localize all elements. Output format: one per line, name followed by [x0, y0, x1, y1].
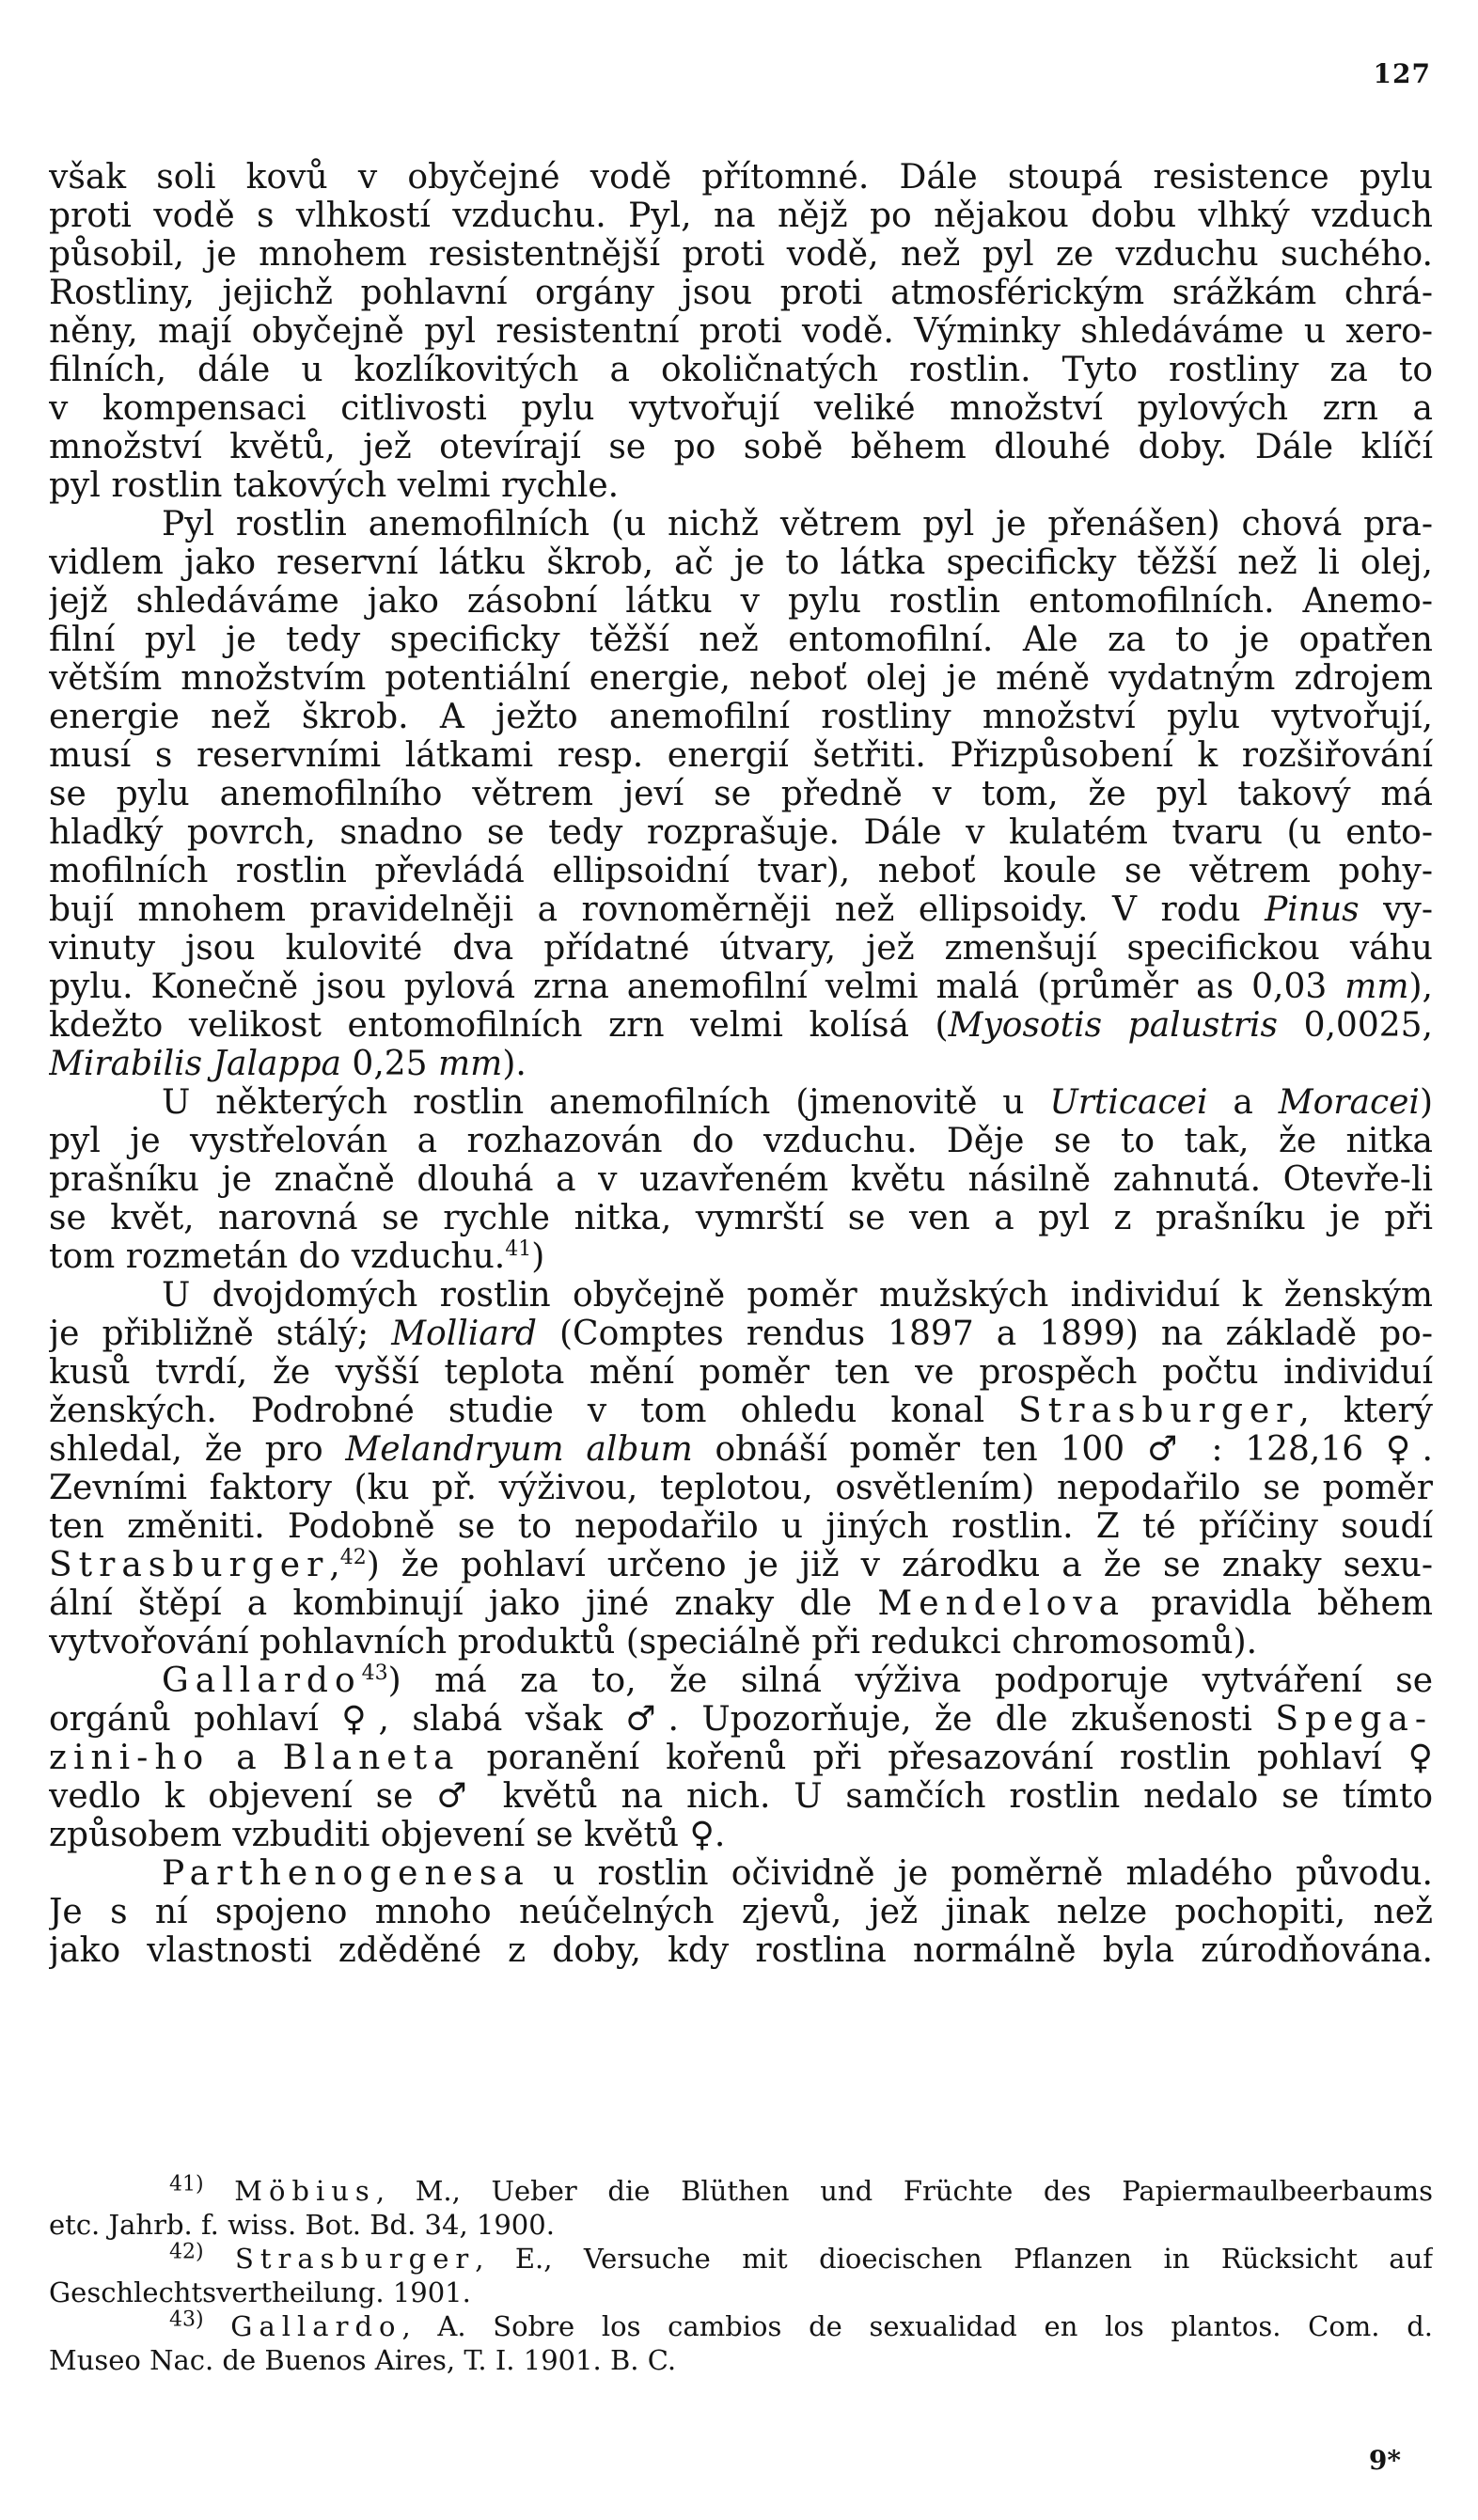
text-line: množství květů, jež otevírají se po sobě během dlouhé doby. Dále klíčí	[49, 428, 1433, 466]
text-line: U dvojdomých rostlin obyčejně poměr mužských individuí k ženským	[162, 1276, 1433, 1315]
genus-name: Pinus	[1265, 890, 1360, 929]
page-number: 127	[1373, 58, 1431, 89]
text-segment: vy-	[1359, 890, 1433, 929]
text-segment: ální štěpí a kombinují jako jiné znaky dle	[49, 1584, 878, 1623]
text-line: působil, je mnohem resistentnější proti vodě, než pyl ze vzduchu suchého.	[49, 235, 1433, 274]
text-line: vidlem jako reservní látku škrob, ač je to látka specificky těžší než li olej,	[49, 543, 1433, 582]
text-segment: kdežto velikost entomofilních zrn velmi kolísá (	[49, 1006, 949, 1045]
text-line: vytvořování pohlavních produktů (speciálně při redukci chromosomů).	[49, 1623, 1258, 1662]
text-line: něny, mají obyčejně pyl resistentní proti vodě. Výminky shledáváme u xero-	[49, 312, 1433, 351]
author-name: Spega-	[1275, 1700, 1433, 1739]
text-segment: bují mnohem pravidelněji a rovnoměrněji než ellipsoidy. V rodu	[49, 890, 1266, 929]
signature-mark: 9*	[1368, 2445, 1401, 2476]
text-segment: 0,0025,	[1278, 1006, 1433, 1045]
footnote-text: , A. Sobre los cambios de sexualidad en los plantos. Com. d.	[401, 2310, 1433, 2342]
species-name: Melandryum album	[345, 1430, 693, 1469]
footnote-number: 42)	[169, 2242, 204, 2264]
author-name: Strasburger	[49, 1546, 330, 1584]
text-line	[49, 1584, 1433, 1623]
text-line: pyl je vystřelován a rozhazován do vzduchu. Děje se to tak, že nitka	[49, 1122, 1433, 1160]
text-line	[49, 1739, 1433, 1777]
text-line: jejž shledáváme jako zásobní látku v pylu rostlin entomofilních. Anemo-	[49, 582, 1433, 621]
text-segment: pravidla během	[1125, 1584, 1433, 1623]
text-line: Zevními faktory (ku př. výživou, teplotou, osvětlením) nepodařilo se poměr	[49, 1469, 1433, 1507]
footnote-number: 43)	[169, 2309, 204, 2332]
footnote-ref: 42	[339, 1546, 367, 1569]
text-line	[49, 1854, 1433, 1893]
species-name: Mirabilis Jalappa	[49, 1045, 341, 1083]
species-name: Myosotis palustris	[948, 1006, 1278, 1045]
text-segment: poranění kořenů při přesazování rostlin pohlaví ♀	[460, 1739, 1433, 1777]
footnotes	[49, 2174, 1433, 2377]
text-segment: ,	[329, 1546, 340, 1584]
text-segment: pylu. Konečně jsou pylová zrna anemofilní velmi malá (průměr as 0,03	[49, 968, 1345, 1006]
unit: mm	[438, 1045, 503, 1083]
text-line: musí s reservními látkami resp. energií šetřiti. Přizpůsobení k rozšiřování	[49, 736, 1433, 775]
text-segment: 0,25	[340, 1045, 439, 1083]
footnote	[49, 2242, 1433, 2276]
footnote-ref: 43	[361, 1662, 388, 1685]
footnote-author: Möbius	[234, 2175, 376, 2207]
text-line: filních, dále u kozlíkovitých a okoličnatých rostlin. Tyto rostliny za to	[49, 351, 1433, 389]
text-line	[49, 1392, 1433, 1430]
family-name: Urticacei	[1049, 1083, 1208, 1122]
footnote-continuation: Museo Nac. de Buenos Aires, T. I. 1901. B. C.	[49, 2344, 677, 2376]
text-segment: ),	[1408, 968, 1433, 1006]
text-line	[49, 1237, 1433, 1276]
text-segment: ) má za to, že silná výživa podporuje vytváření se	[387, 1662, 1433, 1700]
main-text	[49, 158, 1433, 1970]
text-line: jako vlastnosti zděděné z doby, kdy rostlina normálně byla zúrodňována.	[49, 1931, 1433, 1970]
author-name: Gallardo	[162, 1662, 362, 1700]
text-line: prašníku je značně dlouhá a v uzavřeném květu násilně zahnutá. Otevře-li	[49, 1160, 1433, 1199]
text-line: filní pyl je tedy specificky těžší než entomofilní. Ale za to je opatřen	[49, 621, 1433, 659]
text-line	[49, 1083, 1433, 1122]
text-line: větším množstvím potentiální energie, neboť olej je méně vydatným zdrojem	[49, 659, 1433, 698]
footnote	[49, 2174, 1433, 2208]
text-line: proti vodě s vlhkostí vzduchu. Pyl, na nějž po nějakou dobu vlhký vzduch	[49, 197, 1433, 235]
text-segment: ženských. Podrobné studie v tom ohledu konal	[49, 1392, 1019, 1430]
text-line	[49, 1006, 1433, 1045]
text-segment: a	[1207, 1083, 1279, 1122]
text-segment: je přibližně stálý;	[49, 1315, 392, 1353]
text-line: vedlo k objevení se ♂ květů na nich. U samčích rostlin nedalo se tímto	[49, 1777, 1433, 1816]
text-line	[49, 1662, 1433, 1700]
text-line: mofilních rostlin převládá ellipsoidní tvar), neboť koule se větrem pohy-	[49, 852, 1433, 890]
text-line: kusů tvrdí, že vyšší teplota mění poměr ten ve prospěch počtu individuí	[49, 1353, 1433, 1392]
footnote-continuation: Geschlechtsvertheilung. 1901.	[49, 2276, 471, 2308]
footnote-author: Gallardo	[230, 2310, 402, 2342]
text-line: Rostliny, jejichž pohlavní orgány jsou proti atmosférickým srážkám chrá-	[49, 274, 1433, 312]
text-segment: obnáší poměr ten 100 ♂ : 128,16 ♀.	[692, 1430, 1433, 1469]
text-line: Pyl rostlin anemofilních (u nichž větrem pyl je přenášen) chová pra-	[162, 505, 1433, 543]
text-segment: U některých rostlin anemofilních (jmenovitě u	[162, 1083, 1050, 1122]
text-line: však soli kovů v obyčejné vodě přítomné. Dále stoupá resistence pylu	[49, 158, 1433, 197]
footnote-number: 41)	[169, 2174, 204, 2197]
text-line: energie než škrob. A ježto anemofilní rostliny množství pylu vytvořují,	[49, 698, 1433, 736]
footnote-continuation: etc. Jahrb. f. wiss. Bot. Bd. 34, 1900.	[49, 2209, 555, 2241]
text-segment: ) že pohlaví určeno je již v zárodku a že se znaky sexu-	[366, 1546, 1433, 1584]
author-name: Molliard	[391, 1315, 537, 1353]
text-line: ten změniti. Podobně se to nepodařilo u jiných rostlin. Z té příčiny soudí	[49, 1507, 1433, 1546]
author-name: zini-ho	[49, 1739, 211, 1777]
text-line: Je s ní spojeno mnoho neúčelných zjevů, jež jinak nelze pochopiti, než	[49, 1893, 1433, 1931]
text-line: vinuty jsou kulovité dva přídatné útvary, jež zmenšují specifickou váhu	[49, 929, 1433, 968]
text-segment: a	[210, 1739, 283, 1777]
family-name: Moracei	[1278, 1083, 1420, 1122]
text-segment: ).	[502, 1045, 527, 1083]
text-segment: tom rozmetán do vzduchu.	[49, 1237, 506, 1276]
text-segment: (Comptes rendus 1897 a 1899) na základě po-	[536, 1315, 1433, 1353]
text-segment: , který	[1298, 1392, 1433, 1430]
text-line: se pylu anemofilního větrem jeví se předně v tom, že pyl takový má	[49, 775, 1433, 813]
text-segment: )	[531, 1237, 545, 1276]
term: Parthenogenesa	[162, 1854, 530, 1893]
text-line	[49, 1045, 1433, 1083]
unit: mm	[1344, 968, 1409, 1006]
text-line	[49, 890, 1433, 929]
text-line: se květ, narovná se rychle nitka, vymrští se ven a pyl z prašníku je při	[49, 1199, 1433, 1237]
text-segment: orgánů pohlaví ♀, slabá však ♂. Upozorňuje, že dle zkušenosti	[49, 1700, 1276, 1739]
text-line	[49, 1315, 1433, 1353]
text-line	[49, 1430, 1433, 1469]
text-line	[49, 1700, 1433, 1739]
author-name: Mendelova	[877, 1584, 1126, 1623]
text-segment: shledal, že pro	[49, 1430, 346, 1469]
footnote-ref: 41	[505, 1237, 532, 1261]
text-line: v kompensaci citlivosti pylu vytvořují veliké množství pylových zrn a	[49, 389, 1433, 428]
footnote	[49, 2309, 1433, 2343]
text-line	[49, 968, 1433, 1006]
text-line: způsobem vzbuditi objevení se květů ♀.	[49, 1816, 726, 1854]
text-line: pyl rostlin takových velmi rychle.	[49, 466, 620, 505]
footnote-text: , E., Versuche mit dioecischen Pflanzen in Rücksicht auf	[475, 2243, 1433, 2275]
author-name: Strasburger	[1018, 1392, 1299, 1430]
text-line: hladký povrch, snadno se tedy rozprašuje. Dále v kulatém tvaru (u ento-	[49, 813, 1433, 852]
footnote-author: Strasburger	[235, 2243, 476, 2275]
text-segment: )	[1419, 1083, 1433, 1122]
text-segment: u rostlin očividně je poměrně mladého původu.	[529, 1854, 1433, 1893]
author-name: Blaneta	[282, 1739, 461, 1777]
footnote-text: , M., Ueber die Blüthen und Früchte des Papiermaulbeerbaums	[375, 2175, 1433, 2207]
text-line	[49, 1546, 1433, 1584]
